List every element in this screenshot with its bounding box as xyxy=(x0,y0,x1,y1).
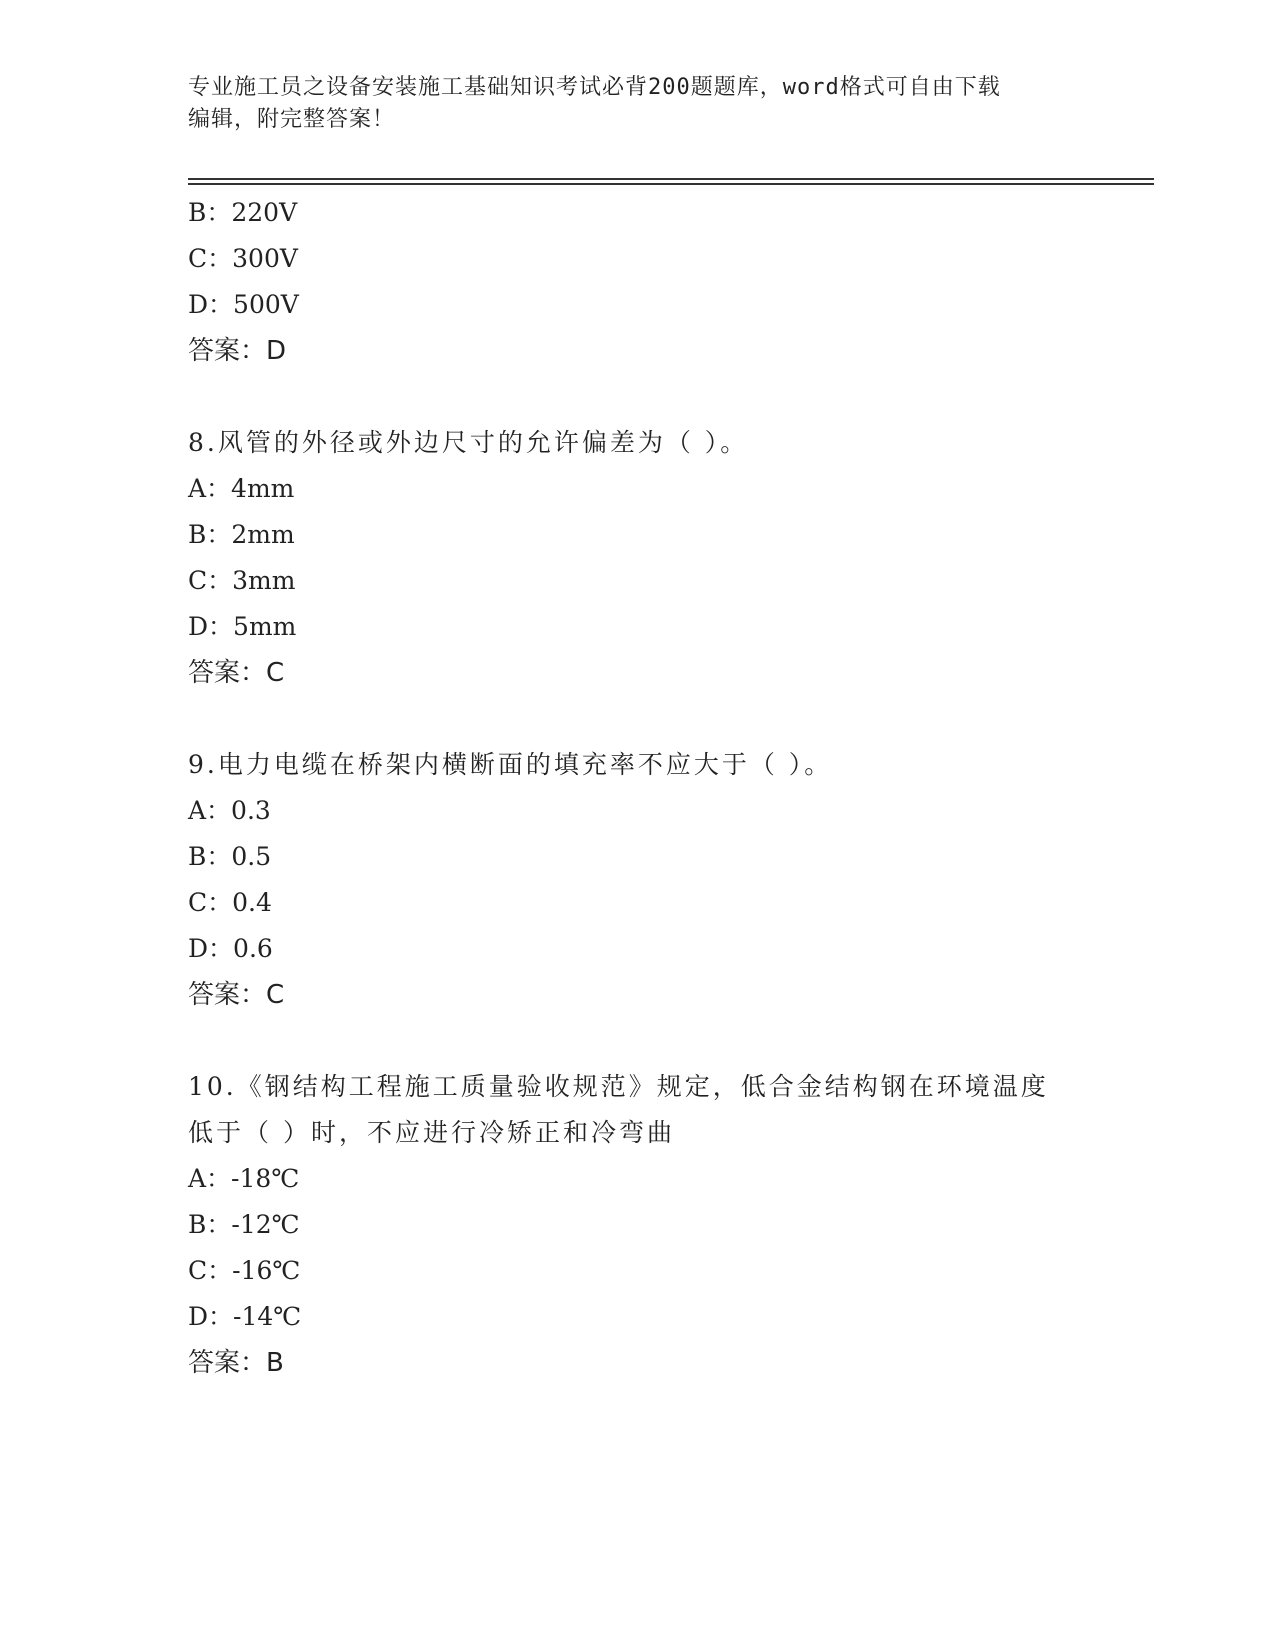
question-text-line-1: 10.《钢结构工程施工质量验收规范》规定，低合金结构钢在环境温度 xyxy=(188,1072,1049,1101)
option-c: C：300V xyxy=(188,244,298,273)
option-c: C：-16℃ xyxy=(188,1256,301,1285)
header-line-1: 专业施工员之设备安装施工基础知识考试必背200题题库，word格式可自由下载 xyxy=(188,75,1001,100)
question-list xyxy=(188,190,1154,1386)
option-d: D：5mm xyxy=(188,612,297,641)
question-10 xyxy=(188,1064,1154,1386)
question-text-line-2: 低于（ ）时，不应进行冷矫正和冷弯曲 xyxy=(188,1118,675,1147)
option-b: B：0.5 xyxy=(188,842,272,871)
header-rule-bottom xyxy=(188,183,1154,185)
question-7-tail xyxy=(188,190,1154,374)
question-9 xyxy=(188,742,1154,1018)
option-b: B：220V xyxy=(188,198,298,227)
spacer xyxy=(188,696,1154,742)
option-d: D：-14℃ xyxy=(188,1302,302,1331)
option-d: D：500V xyxy=(188,290,299,319)
answer-line: 答案：B xyxy=(188,1348,284,1378)
document-header xyxy=(188,72,1088,136)
option-d: D：0.6 xyxy=(188,934,273,963)
answer-line: 答案：C xyxy=(188,658,285,688)
option-b: B：-12℃ xyxy=(188,1210,300,1239)
option-a: A：0.3 xyxy=(188,796,271,825)
question-text: 8.风管的外径或外边尺寸的允许偏差为（ ）。 xyxy=(188,428,749,457)
answer-line: 答案：D xyxy=(188,336,287,366)
question-text: 9.电力电缆在桥架内横断面的填充率不应大于（ ）。 xyxy=(188,750,833,779)
option-c: C：3mm xyxy=(188,566,296,595)
option-a: A：4mm xyxy=(188,474,295,503)
spacer xyxy=(188,374,1154,420)
spacer xyxy=(188,1018,1154,1064)
answer-line: 答案：C xyxy=(188,980,285,1010)
option-a: A：-18℃ xyxy=(188,1164,300,1193)
option-b: B：2mm xyxy=(188,520,295,549)
header-rule-top xyxy=(188,178,1154,180)
header-line-2: 编辑，附完整答案！ xyxy=(188,107,396,132)
option-c: C：0.4 xyxy=(188,888,272,917)
question-8 xyxy=(188,420,1154,696)
